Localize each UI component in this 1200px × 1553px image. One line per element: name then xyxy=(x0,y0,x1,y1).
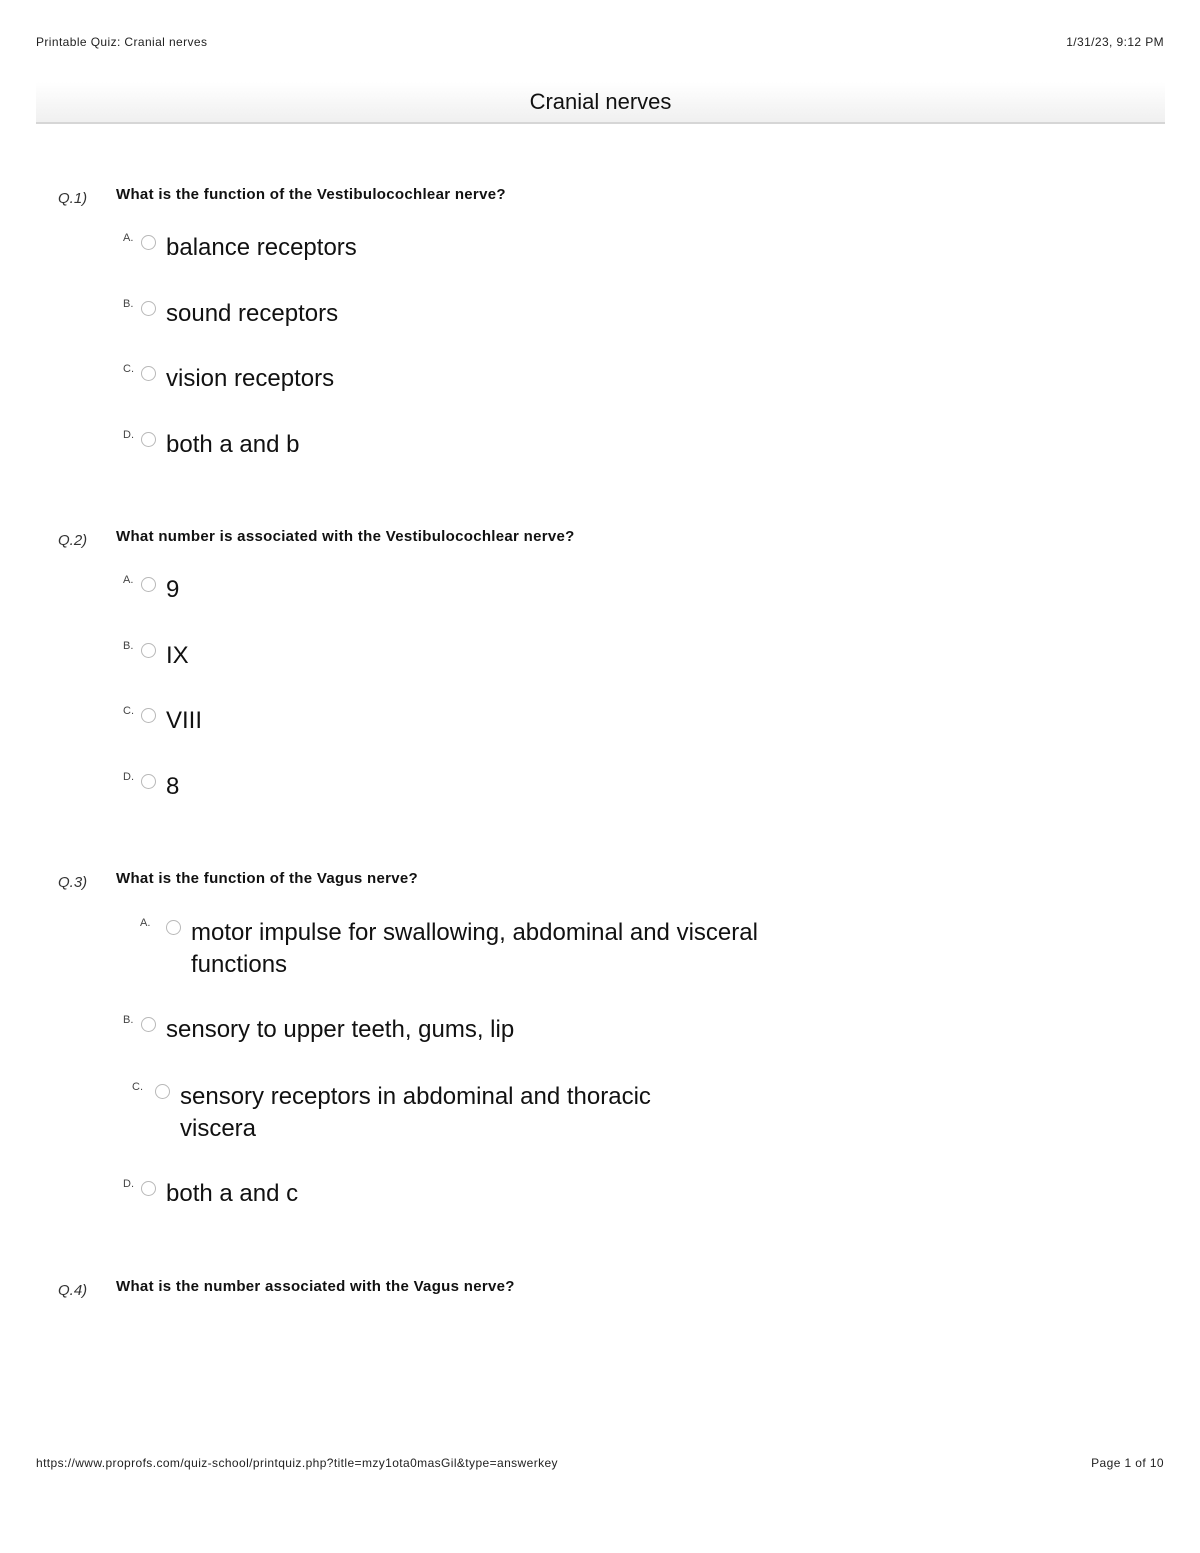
option-letter: D. xyxy=(123,429,134,441)
print-footer-page-number: Page 1 of 10 xyxy=(1091,1456,1164,1470)
radio-button-icon[interactable] xyxy=(141,366,156,381)
option-text: 8 xyxy=(166,773,180,800)
radio-button-icon[interactable] xyxy=(141,432,156,447)
option-text: vision receptors xyxy=(166,365,335,392)
option-text: 9 xyxy=(166,576,180,603)
quiz-title: Cranial nerves xyxy=(529,89,672,114)
radio-button-icon[interactable] xyxy=(141,1181,156,1196)
radio-button-icon[interactable] xyxy=(166,920,181,935)
question-number: Q.2) xyxy=(58,532,88,549)
quiz-title-bar xyxy=(36,82,1165,124)
question-text: What number is associated with the Vestibulocochlear nerve? xyxy=(116,528,575,545)
option-text: sensory receptors in abdominal and thoracic viscera xyxy=(180,1083,651,1142)
radio-button-icon[interactable] xyxy=(141,643,156,658)
radio-button-icon[interactable] xyxy=(141,301,156,316)
option-text: both a and b xyxy=(166,431,300,458)
question-number: Q.4) xyxy=(58,1282,88,1299)
option-letter: C. xyxy=(132,1081,143,1093)
option-letter: C. xyxy=(123,705,134,717)
radio-button-icon[interactable] xyxy=(141,235,156,250)
option-text: motor impulse for swallowing, abdominal and visceral functions xyxy=(191,919,758,978)
question-number: Q.1) xyxy=(58,190,88,207)
option-text: IX xyxy=(166,642,189,669)
option-letter: A. xyxy=(123,574,134,586)
option-letter: B. xyxy=(123,1014,134,1026)
option-text: sensory to upper teeth, gums, lip xyxy=(166,1016,515,1043)
print-header-datetime: 1/31/23, 9:12 PM xyxy=(1066,35,1164,49)
option-letter: D. xyxy=(123,1178,134,1190)
option-letter: B. xyxy=(123,640,134,652)
option-letter: A. xyxy=(123,232,134,244)
radio-button-icon[interactable] xyxy=(141,774,156,789)
option-letter: A. xyxy=(140,917,151,929)
option-letter: B. xyxy=(123,298,134,310)
option-text: balance receptors xyxy=(166,234,357,261)
radio-button-icon[interactable] xyxy=(155,1084,170,1099)
print-header-title: Printable Quiz: Cranial nerves xyxy=(36,35,208,49)
question-text: What is the function of the Vagus nerve? xyxy=(116,870,419,887)
question-text: What is the number associated with the Vagus nerve? xyxy=(116,1278,515,1295)
radio-button-icon[interactable] xyxy=(141,708,156,723)
radio-button-icon[interactable] xyxy=(141,1017,156,1032)
option-text: VIII xyxy=(166,707,203,734)
option-letter: C. xyxy=(123,363,134,375)
radio-button-icon[interactable] xyxy=(141,577,156,592)
option-letter: D. xyxy=(123,771,134,783)
question-number: Q.3) xyxy=(58,874,88,891)
option-text: both a and c xyxy=(166,1180,299,1207)
option-text: sound receptors xyxy=(166,300,339,327)
question-text: What is the function of the Vestibulocochlear nerve? xyxy=(116,186,506,203)
print-footer-url: https://www.proprofs.com/quiz-school/printquiz.php?title=mzy1ota0masGil&type=answerkey xyxy=(36,1456,558,1470)
